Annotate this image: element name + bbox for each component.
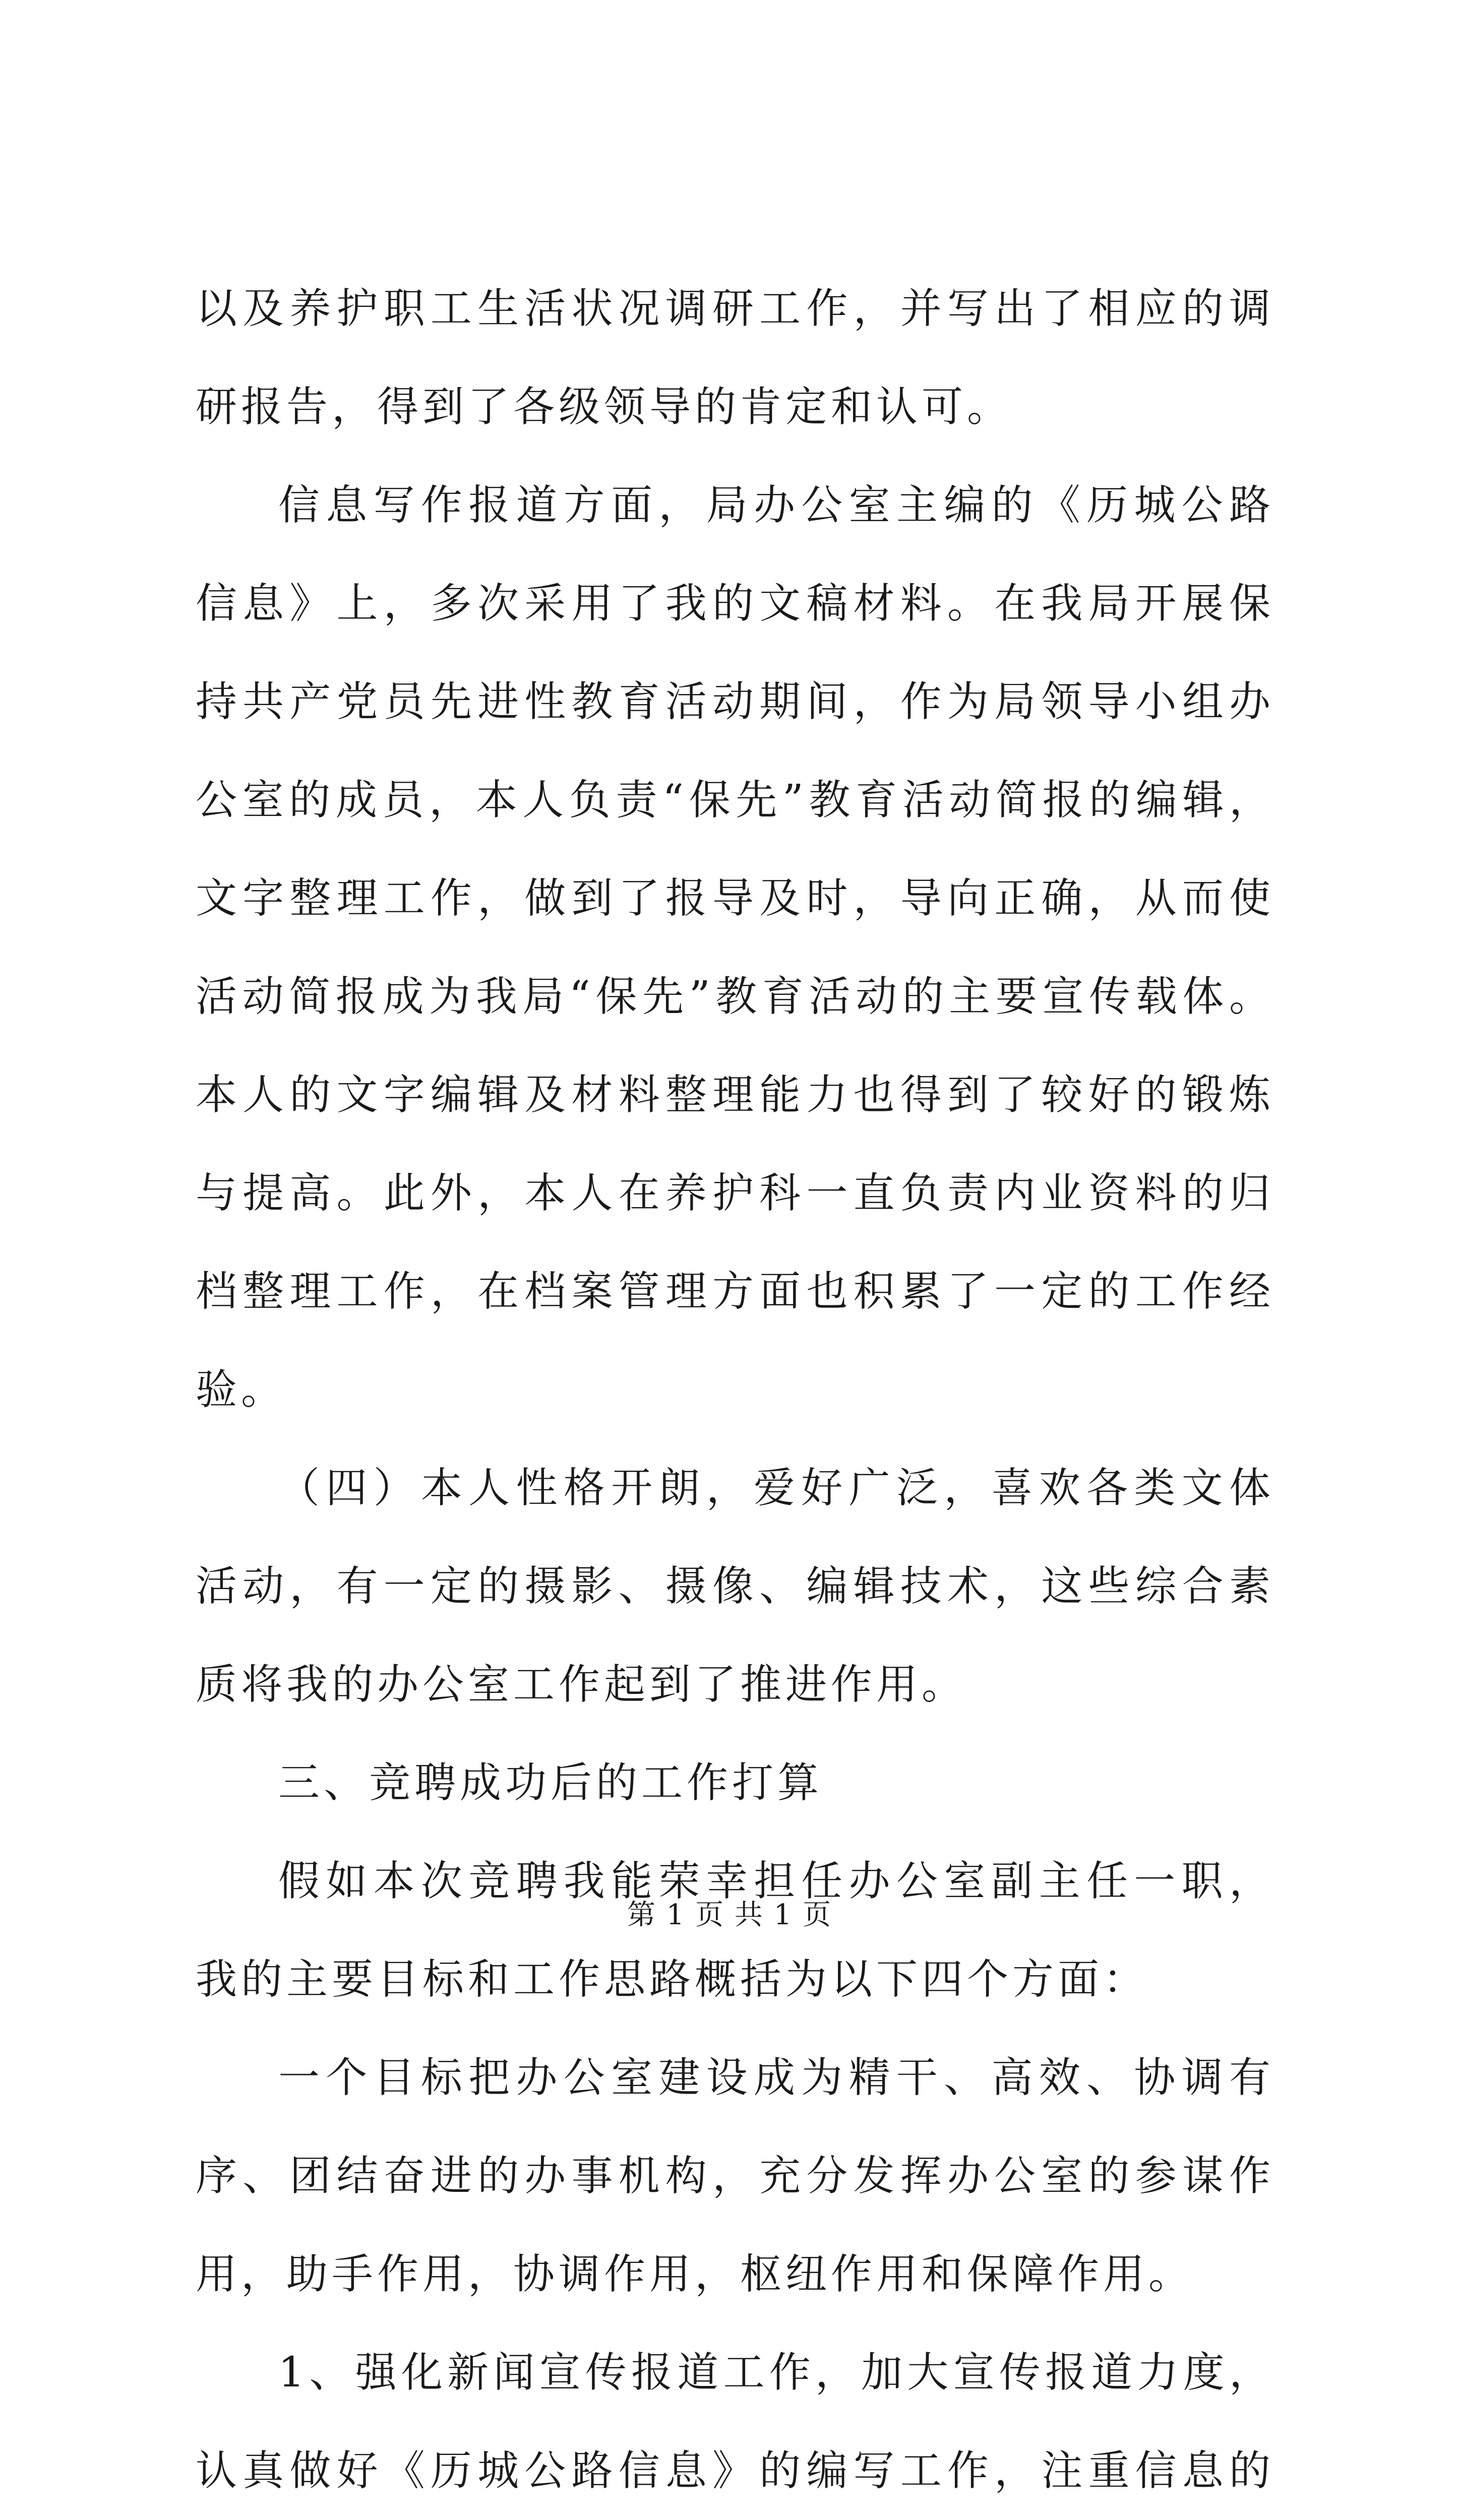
paragraph-7: 1、强化新闻宣传报道工作，加大宣传报道力度，认真做好《历城公路信息》的编写工作，注重信息的 (196, 2349, 1274, 2495)
paragraph-1: 以及养护职工生活状况调研工作，并写出了相应的调研报告，得到了各级领导的肯定和认可。 (196, 285, 1274, 431)
body-text (196, 260, 1274, 2520)
page-footer: 第 1 页 共 1 页 (627, 1899, 832, 1931)
section-heading: 三、竞聘成功后的工作打算 (278, 1759, 823, 1807)
paragraph-6: 一个目标把办公室建设成为精干、高效、协调有序、团结奋进的办事机构，充分发挥办公室的参谋作用，助手作用，协调作用，枢纽作用和保障作用。 (196, 2054, 1274, 2298)
paragraph-3: （四）本人性格开朗，爱好广泛，喜欢各类文体活动，有一定的摄影、摄像、编辑技术，这些综合素质将我的办公室工作起到了推进作用。 (196, 1464, 1274, 1709)
paragraph-2: 信息写作报道方面，局办公室主编的《历城公路信息》上，多次采用了我的文稿材料。在我局开展保持共产党员先进性教育活动期间，作为局领导小组办公室的成员，本人负责“保先”教育活动简报的编辑，文字整理工作，做到了报导及时，导向正确，从而使活动简报成为我局“保先”教育活动的主要宣传载体。本人的文字编辑及材料整理能力也得到了较好的锻炼与提高。此外，本人在养护科一直负责内业资料的归档整理工作，在档案管理方面也积累了一定的工作经验。 (196, 481, 1274, 1414)
paragraph-5: 假如本次竞聘我能荣幸担任办公室副主任一职，我的主要目标和工作思路概括为以下四个方面： (196, 1857, 1274, 2003)
